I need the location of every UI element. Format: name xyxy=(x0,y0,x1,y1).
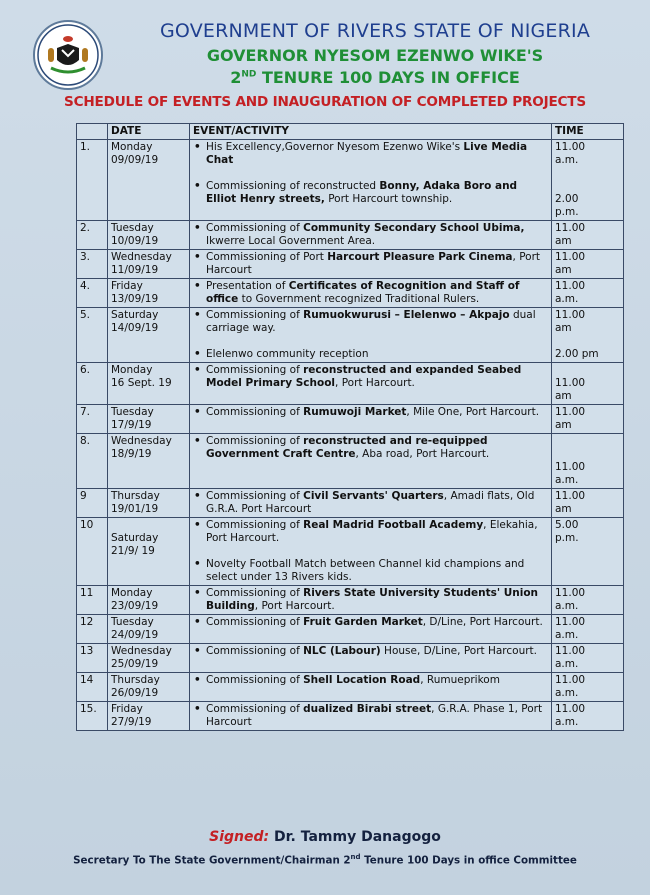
event-item xyxy=(193,519,548,545)
event-highlight-text: dualized Birabi street xyxy=(303,703,432,715)
event-date-cell xyxy=(108,702,190,731)
event-text: Commissioning of xyxy=(206,309,304,321)
event-highlight-text: Rumuokwurusi – Elelenwo – Akpajo xyxy=(303,309,510,321)
signatory-title: Secretary To The State Government/Chairman 2nd Tenure 100 Days in office Committee xyxy=(73,853,577,867)
event-time-cell: 11.00 am xyxy=(552,250,624,279)
table-header-row xyxy=(77,124,624,140)
date-label: 27/9/19 xyxy=(111,716,152,728)
event-text: House, D/Line, Port Harcourt. xyxy=(380,645,538,657)
event-text: , Mile One, Port Harcourt. xyxy=(406,406,540,418)
event-text: Commissioning of xyxy=(206,406,304,418)
weekday-label: Tuesday xyxy=(111,616,154,628)
date-label: 23/09/19 xyxy=(111,600,159,612)
event-cell xyxy=(190,518,552,586)
event-cell xyxy=(190,673,552,702)
event-item xyxy=(193,674,548,687)
event-text: Commissioning of xyxy=(206,674,304,686)
event-item xyxy=(193,141,548,167)
event-text: Commissioning of xyxy=(206,435,304,447)
event-text: Commissioning of xyxy=(206,703,304,715)
event-text: Commissioning of xyxy=(206,616,304,628)
weekday-label: Monday xyxy=(111,587,153,599)
event-text: , Aba road, Port Harcourt. xyxy=(355,448,490,460)
event-date-cell xyxy=(108,434,190,489)
event-date-cell xyxy=(108,279,190,308)
table-row xyxy=(77,221,624,250)
table-row xyxy=(77,615,624,644)
event-cell xyxy=(190,250,552,279)
event-date-cell xyxy=(108,489,190,518)
event-item xyxy=(193,251,548,277)
event-text: Elelenwo community reception xyxy=(206,348,369,360)
event-time-cell: 11.00 a.m. xyxy=(552,702,624,731)
governor-title: GOVERNOR NYESOM EZENWO WIKE'S xyxy=(206,46,544,65)
date-label: 26/09/19 xyxy=(111,687,159,699)
event-date-cell xyxy=(108,308,190,363)
date-label: 14/09/19 xyxy=(111,322,159,334)
event-cell xyxy=(190,363,552,405)
date-label: 19/01/19 xyxy=(111,503,159,515)
event-text: Commissioning of xyxy=(206,587,304,599)
date-label: 09/09/19 xyxy=(111,154,159,166)
event-item xyxy=(193,309,548,335)
event-highlight-text: Fruit Garden Market xyxy=(303,616,423,628)
event-highlight-text: Rumuwoji Market xyxy=(303,406,407,418)
event-text: , Port Harcourt. xyxy=(335,377,415,389)
event-text: Port Harcourt township. xyxy=(324,193,453,205)
table-row xyxy=(77,279,624,308)
date-label: 24/09/19 xyxy=(111,629,159,641)
table-row xyxy=(77,434,624,489)
row-number: 1. xyxy=(77,140,108,221)
event-text: , Amadi flats, Old G.R.A. Port Harcourt xyxy=(206,490,535,515)
event-time-cell: 11.00 am xyxy=(552,363,624,405)
event-cell xyxy=(190,615,552,644)
event-text: Commissioning of xyxy=(206,364,304,376)
event-cell xyxy=(190,405,552,434)
table-row xyxy=(77,250,624,279)
weekday-label: Thursday xyxy=(111,490,160,502)
event-time-cell: 11.00 a.m. 2.00 p.m. xyxy=(552,140,624,221)
weekday-label: Wednesday xyxy=(111,435,172,447)
event-text: Commissioning of xyxy=(206,490,304,502)
event-time-cell: 11.00 a.m. xyxy=(552,673,624,702)
weekday-label: Wednesday xyxy=(111,645,172,657)
coat-of-arms-icon xyxy=(33,20,103,90)
row-number: 2. xyxy=(77,221,108,250)
event-item xyxy=(193,645,548,658)
event-time-cell: 11.00 a.m. xyxy=(552,279,624,308)
event-highlight-text: Certificates of Recognition and Staff of office xyxy=(206,280,520,305)
row-number: 14 xyxy=(77,673,108,702)
date-column-header: DATE xyxy=(108,124,190,140)
event-time-cell: 11.00 a.m. xyxy=(552,434,624,489)
event-text: , Elekahia, Port Harcourt. xyxy=(206,519,538,544)
event-cell xyxy=(190,702,552,731)
event-cell xyxy=(190,140,552,221)
event-text: , G.R.A. Phase 1, Port Harcourt xyxy=(206,703,543,728)
event-date-cell xyxy=(108,673,190,702)
weekday-label: Wednesday xyxy=(111,251,172,263)
event-highlight-text: Live Media Chat xyxy=(206,141,528,166)
table-row xyxy=(77,405,624,434)
table-row xyxy=(77,673,624,702)
row-number: 7. xyxy=(77,405,108,434)
tenure-title: 2ND TENURE 100 DAYS IN OFFICE xyxy=(230,68,520,87)
event-highlight-text: Bonny, Adaka Boro and Elliot Henry streets, xyxy=(206,180,518,205)
schedule-rows xyxy=(77,140,624,731)
row-number: 8. xyxy=(77,434,108,489)
time-column-header: TIME xyxy=(552,124,624,140)
event-highlight-text: Civil Servants' Quarters xyxy=(303,490,444,502)
event-text: His Excellency,Governor Nyesom Ezenwo Wike's xyxy=(206,141,464,153)
event-cell xyxy=(190,586,552,615)
table-row xyxy=(77,308,624,363)
schedule-title: SCHEDULE OF EVENTS AND INAUGURATION OF COMPLETED PROJECTS xyxy=(64,94,586,110)
event-item xyxy=(193,348,548,361)
event-time-cell: 11.00 am 2.00 pm xyxy=(552,308,624,363)
event-time-cell: 5.00 p.m. xyxy=(552,518,624,586)
table-row xyxy=(77,518,624,586)
table-row xyxy=(77,140,624,221)
event-highlight-text: Rivers State University Students' Union Building xyxy=(206,587,539,612)
event-date-cell xyxy=(108,615,190,644)
event-time-cell: 11.00 am xyxy=(552,405,624,434)
schedule-table xyxy=(76,123,624,731)
weekday-label: Thursday xyxy=(111,674,160,686)
no-column-header xyxy=(77,124,108,140)
event-item xyxy=(193,703,548,729)
table-row xyxy=(77,363,624,405)
event-date-cell xyxy=(108,363,190,405)
date-label: 21/9/ 19 xyxy=(111,545,155,557)
date-label: 18/9/19 xyxy=(111,448,152,460)
event-cell xyxy=(190,644,552,673)
event-item xyxy=(193,490,548,516)
event-text: to Government recognized Traditional Rulers. xyxy=(238,293,480,305)
weekday-label: Monday xyxy=(111,141,153,153)
event-time-cell: 11.00 am xyxy=(552,221,624,250)
event-text: Commissioning of xyxy=(206,645,304,657)
event-highlight-text: Real Madrid Football Academy xyxy=(303,519,484,531)
row-number: 10 xyxy=(77,518,108,586)
event-item xyxy=(193,222,548,248)
row-number: 6. xyxy=(77,363,108,405)
row-number: 4. xyxy=(77,279,108,308)
event-highlight-text: Community Secondary School Ubima, xyxy=(303,222,525,234)
event-date-cell xyxy=(108,518,190,586)
event-time-cell: 11.00 a.m. xyxy=(552,644,624,673)
table-row xyxy=(77,586,624,615)
event-date-cell xyxy=(108,644,190,673)
event-item xyxy=(193,180,548,206)
event-date-cell xyxy=(108,221,190,250)
event-date-cell xyxy=(108,250,190,279)
weekday-label: Friday xyxy=(111,280,143,292)
row-number: 3. xyxy=(77,250,108,279)
weekday-label: Saturday xyxy=(111,532,159,544)
event-text: Commissioning of xyxy=(206,519,304,531)
event-text: Commissioning of xyxy=(206,222,304,234)
event-text: Commissioning of Port xyxy=(206,251,328,263)
table-row xyxy=(77,702,624,731)
event-cell xyxy=(190,308,552,363)
event-text: , Port Harcourt xyxy=(206,251,541,276)
event-column-header: EVENT/ACTIVITY xyxy=(190,124,552,140)
row-number: 13 xyxy=(77,644,108,673)
event-time-cell: 11.00 a.m. xyxy=(552,586,624,615)
row-number: 5. xyxy=(77,308,108,363)
weekday-label: Saturday xyxy=(111,309,159,321)
date-label: 17/9/19 xyxy=(111,419,152,431)
signature-line: Signed: Dr. Tammy Danagogo xyxy=(209,829,441,845)
date-label: 16 Sept. 19 xyxy=(111,377,172,389)
event-text: Novelty Football Match between Channel kid champions and select under 13 Rivers kids. xyxy=(206,558,525,583)
row-number: 9 xyxy=(77,489,108,518)
event-highlight-text: Shell Location Road xyxy=(303,674,421,686)
seal-graphic xyxy=(35,22,101,88)
weekday-label: Monday xyxy=(111,364,153,376)
event-highlight-text: reconstructed and re-equipped Government Craft Centre xyxy=(206,435,488,460)
table-row xyxy=(77,644,624,673)
event-item xyxy=(193,435,548,461)
event-item xyxy=(193,616,548,629)
event-highlight-text: NLC (Labour) xyxy=(303,645,381,657)
event-date-cell xyxy=(108,140,190,221)
event-text: , D/Line, Port Harcourt. xyxy=(422,616,543,628)
event-date-cell xyxy=(108,586,190,615)
event-item xyxy=(193,587,548,613)
event-item xyxy=(193,280,548,306)
event-text: Presentation of xyxy=(206,280,289,292)
weekday-label: Tuesday xyxy=(111,406,154,418)
government-title: GOVERNMENT OF RIVERS STATE OF NIGERIA xyxy=(159,20,591,42)
event-text: dual carriage way. xyxy=(206,309,536,334)
event-cell xyxy=(190,221,552,250)
event-text: Commissioning of reconstructed xyxy=(206,180,380,192)
event-highlight-text: reconstructed and expanded Seabed Model Primary School xyxy=(206,364,522,389)
weekday-label: Tuesday xyxy=(111,222,154,234)
table-row xyxy=(77,489,624,518)
event-text: Ikwerre Local Government Area. xyxy=(206,235,376,247)
weekday-label: Friday xyxy=(111,703,143,715)
event-highlight-text: Harcourt Pleasure Park Cinema xyxy=(327,251,513,263)
event-item xyxy=(193,406,548,419)
event-date-cell xyxy=(108,405,190,434)
row-number: 15. xyxy=(77,702,108,731)
event-time-cell: 11.00 a.m. xyxy=(552,615,624,644)
event-text: , Rumueprikom xyxy=(420,674,500,686)
event-time-cell: 11.00 am xyxy=(552,489,624,518)
date-label: 25/09/19 xyxy=(111,658,159,670)
event-cell xyxy=(190,434,552,489)
row-number: 11 xyxy=(77,586,108,615)
date-label: 13/09/19 xyxy=(111,293,159,305)
row-number: 12 xyxy=(77,615,108,644)
date-label: 10/09/19 xyxy=(111,235,159,247)
event-cell xyxy=(190,279,552,308)
date-label: 11/09/19 xyxy=(111,264,159,276)
event-item xyxy=(193,558,548,584)
event-item xyxy=(193,364,548,390)
event-cell xyxy=(190,489,552,518)
event-text: , Port Harcourt. xyxy=(254,600,335,612)
